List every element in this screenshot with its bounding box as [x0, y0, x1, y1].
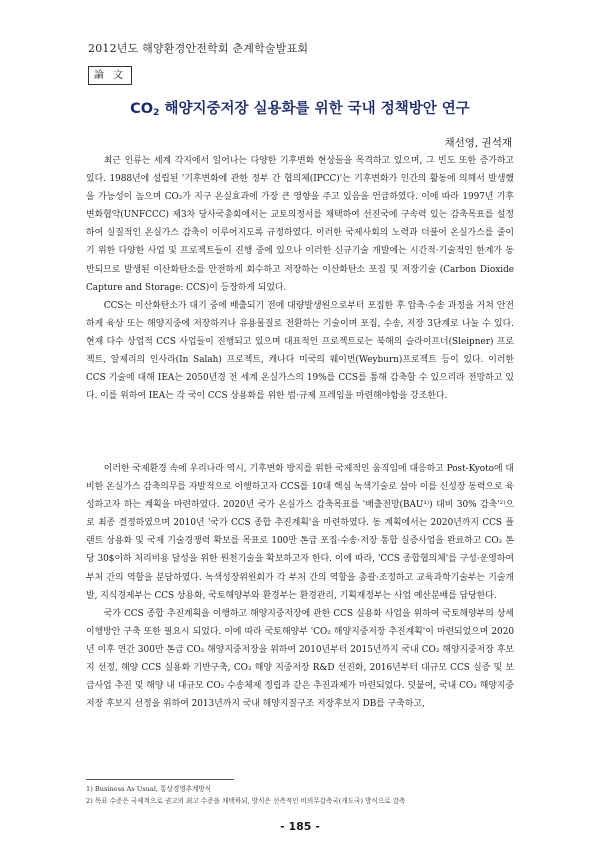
body-block-2 [86, 460, 514, 713]
body-paragraph: CCS는 이산화탄소가 대기 중에 배출되기 전에 대량발생원으로부터 포집한 후 압축·수송 과정을 거쳐 안전하게 육상 또는 해양지중에 저장하거나 유용물질로 전환하는 기술이며 포집, 수송, 저장 3단계로 나눌 수 있다. 현재 다수 상업적 CCS 사업들이 진행되고 있으며 대표적인 프로젝트로는 북해의 슬라이프너(Sleipner) 프로젝트, 알제리의 인사라(In Salah) 프로젝트, 캐나다 미국의 웨이번(Weyburn)프로젝트 등이 있다. 이러한 CCS 기술에 대해 IEA는 2050년경 전 세계 온실가스의 19%를 CCS를 통해 감축할 수 있으리라 전망하고 있다. 이를 위하여 IEA는 각 국이 CCS 상용화를 위한 법·규제 프레임을 마련해야함을 강조한다. [86, 300, 514, 402]
page-number: - 185 - [280, 820, 320, 833]
body-paragraph: 국가 CCS 종합 추진계획을 이행하고 해양지중저장에 관한 CCS 실용화 사업을 위하여 국토해양부의 상세 이행방안 구축 또한 필요시 되었다. 이에 따라 국토해양부 'CO₂ 해양지중저장 추진계획'이 마련되었으며 2020년 이후 연간 300만 톤급 CO₂ 해양지중저장을 위하여 2010년부터 2015년까지 국내 CO₂ 해양지중저장 후보지 선정, 해양 CCS 실용화 기반구축, CO₂ 해양 지중저장 R&D 선진화, 2016년부터 대규모 CCS 실증 및 보급사업 추진 및 해양 내 대규모 CO₂ 수송체제 정립과 같은 추진과제가 마련되었다. 덧붙여, 국내 CO₂ 해양지중저장 후보지 선정을 위하여 2013년까지 국내 해양지질구조 저장후보지 DB를 구축하고, [86, 608, 514, 710]
footnote-divider [86, 779, 234, 780]
body-paragraph: 최근 인류는 세계 각지에서 일어나는 다양한 기후변화 현상들을 목격하고 있으며, 그 빈도 또한 증가하고 있다. 1988년에 설립된 '기후변화에 관한 정부 간 협의체(IPCC)'는 기후변화가 인간의 활동에 의해서 발생했을 가능성이 높으며 CO₂가 지구 온실효과에 가장 큰 영향을 주고 있음을 언급하였다. 이에 따라 1997년 기후변화협약(UNFCCC) 제3차 당사국총회에서는 교토의정서를 채택하여 선진국에 구속력 있는 감축목표를 설정하여 실질적인 온실가스 감축이 이루어지도록 규정하였다. 이러한 국제사회의 노력과 더불어 온실가스를 줄이기 위한 다양한 사업 및 프로젝트들이 진행 중에 있으나 이러한 신규기술 개발에는 시간적·기술적인 한계가 동반되므로 발생된 이산화탄소를 안전하게 회수하고 저장하는 이산화탄소 포집 및 저장기술 (Carbon Dioxide Capture and Storage: CCS)이 등장하게 되었다. [86, 156, 514, 293]
conference-header: 2012년도 해양환경안전학회 춘계학술발표회 [88, 42, 309, 55]
authors: 채선영, 권석재 [444, 137, 512, 149]
paper-title [0, 97, 600, 118]
title-rest: 해양지중저장 실용화를 위한 국내 정책방안 연구 [159, 101, 470, 117]
body-paragraph: 이러한 국제환경 속에 우리나라 역시, 기후변화 방지를 위한 국제적인 움직임에 대응하고 Post-Kyoto에 대비한 온실가스 감축의무를 자발적으로 이행하고자 CCS를 10대 핵심 녹색기술로 삼아 이를 신성장 동력으로 육성하고자 하는 계획을 마련하였다. 2020년 국가 온실가스 감축목표를 '배출전망(BAU¹⁾) 대비 30% 감축'²⁾으로 최종 결정하였으며 2010년 '국가 CCS 종합 추진계획'을 마련하였다. 동 계획에서는 2020년까지 CCS 플랜트 상용화 및 국제 기술경쟁력 확보를 목표로 100만 톤급 포집·수송·저장 통합 실증사업을 완료하고 CO₂ 톤당 30$이하 처리비용 달성을 위한 원천기술을 확보하고자 한다. 이에 따라, 'CCS 종합협의체'를 구성·운영하여 부처 간의 역할을 분담하였다. 녹색성장위원회가 각 부처 간의 역할을 총괄·조정하고 교육과학기술부는 기술개발, 지식경제부는 CCS 상용화, 국토해양부와 환경부는 환경관리, 기획재정부는 사업 예산분배를 담당한다. [86, 464, 514, 601]
section-badge: 論 文 [88, 66, 132, 85]
title-subscript: 2 [153, 108, 160, 118]
body-block-1 [86, 152, 514, 405]
footnote-item: 2) 목표 수준은 국제적으로 권고의 최고 수준을 채택하되, 방식은 선측적인 비의무감축국(개도국) 방식으로 감축 [86, 797, 406, 805]
title-prefix: CO [130, 101, 154, 117]
footnote-item: 1) Business As Usual, 통상경영추계방식 [86, 785, 212, 793]
footnotes [86, 783, 516, 807]
